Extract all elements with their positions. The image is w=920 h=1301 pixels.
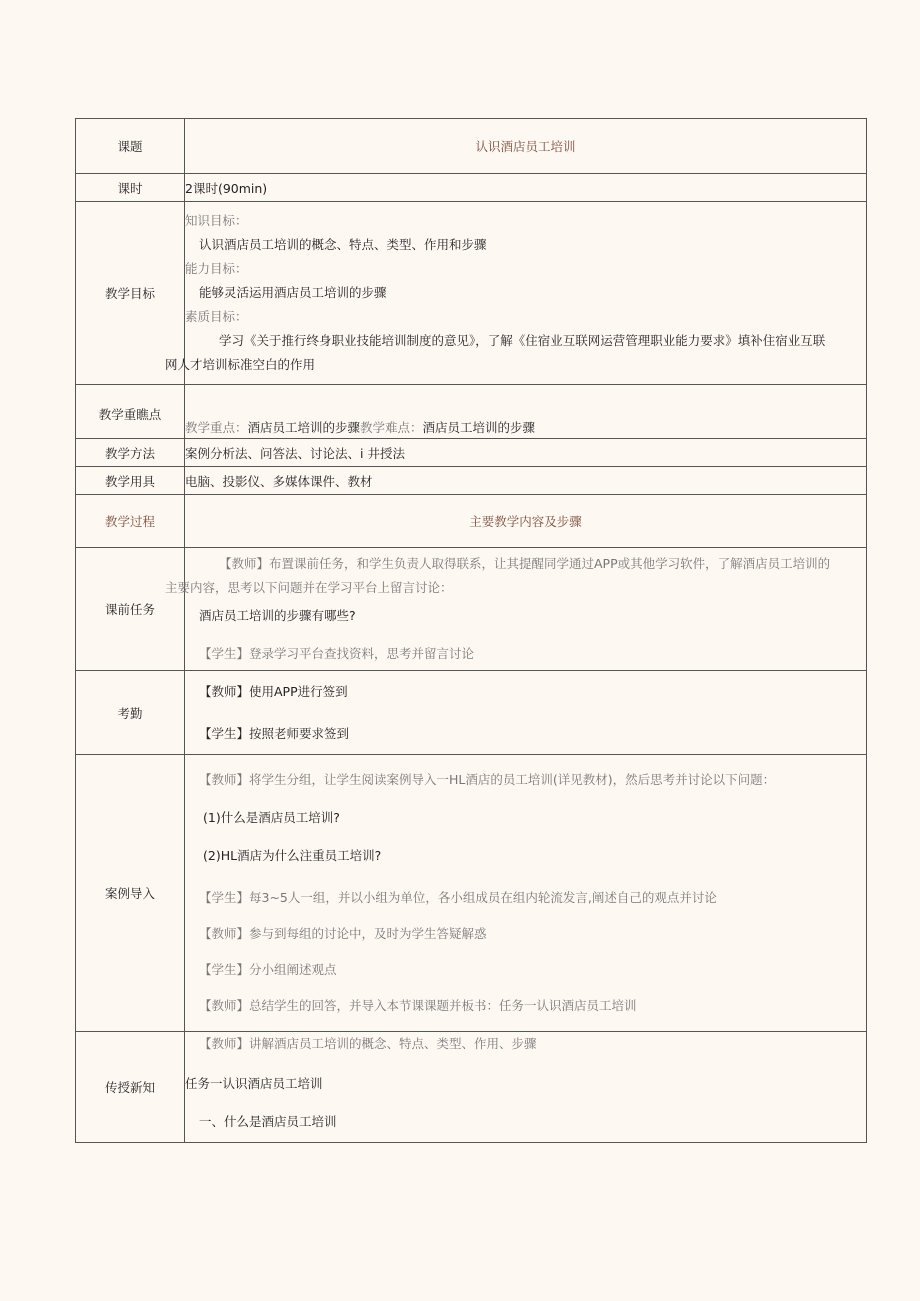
methods-value: 案例分析法、问答法、讨论法、i 井授法 (185, 439, 867, 467)
pre-class-label: 课前任务 (76, 548, 185, 671)
new-knowledge-task: 任务一认识酒店员工培训 (185, 1076, 323, 1091)
tools-value: 电脑、投影仪、多媒体课件、教材 (185, 467, 867, 495)
hours-row (76, 174, 867, 202)
difficulty-heading: 教学难点： (360, 420, 423, 435)
topic-label: 课题 (76, 119, 185, 174)
pre-class-content (165, 548, 867, 671)
objectives-row (76, 202, 867, 385)
quality-text-2: 网人才培训标准空白的作用 (165, 357, 316, 372)
process-label: 教学过程 (76, 495, 185, 548)
hours-label: 课时 (76, 174, 185, 202)
pre-class-question: 酒店员工培训的步骤有哪些? (199, 608, 356, 623)
attendance-teacher: 【教师】使用APP进行签到 (199, 683, 348, 699)
hours-value: 2课时(90min) (185, 174, 867, 202)
key-points-content (185, 385, 867, 439)
difficulty-text: 酒店员工培训的步骤 (422, 420, 536, 435)
new-knowledge-teacher: 【教师】讲解酒店员工培训的概念、特点、类型、作用、步骤 (199, 1036, 537, 1051)
quality-text-1: 学习《关于推行终身职业技能培训制度的意见》，了解《住宿业互联网运营管理职业能力要求》填补住宿业互联 (219, 333, 826, 348)
attendance-student: 【学生】按照老师要求签到 (199, 725, 350, 741)
case-student-2: 【学生】分小组阐述观点 (199, 962, 337, 977)
case-teacher-3: 【教师】总结学生的回答，并导入本节课课题并板书：任务一认识酒店员工培训 (199, 998, 637, 1013)
process-title: 主要教学内容及步骤 (185, 495, 867, 548)
objectives-content (165, 202, 867, 385)
quality-heading: 素质目标： (185, 309, 248, 324)
attendance-content (185, 671, 867, 755)
case-intro-row (76, 755, 867, 1032)
case-intro-content (185, 755, 867, 1032)
ability-heading: 能力目标： (185, 261, 248, 276)
methods-label: 教学方法 (76, 439, 185, 467)
key-points-row (76, 385, 867, 439)
pre-class-teacher-1: 【教师】布置课前任务，和学生负责人取得联系，让其提醒同学通过APP或其他学习软件，了解酒店员工培训的 (219, 556, 831, 571)
case-intro-label: 案例导入 (76, 755, 185, 1032)
key-text: 酒店员工培训的步骤 (247, 420, 361, 435)
topic-row (76, 119, 867, 174)
key-heading: 教学重点： (185, 420, 248, 435)
case-question-1: (1)什么是酒店员工培训? (203, 810, 340, 825)
tools-row (76, 467, 867, 495)
process-row (76, 495, 867, 548)
case-teacher-2: 【教师】参与到每组的讨论中，及时为学生答疑解惑 (199, 926, 487, 941)
knowledge-text: 认识酒店员工培训的概念、特点、类型、作用和步骤 (199, 237, 487, 252)
pre-class-student: 【学生】登录学习平台查找资料，思考并留言讨论 (199, 646, 475, 661)
knowledge-heading: 知识目标： (185, 213, 248, 228)
new-knowledge-row (76, 1032, 867, 1143)
pre-class-teacher-2: 主要内容，思考以下问题并在学习平台上留言讨论： (165, 580, 453, 595)
lesson-plan-table (75, 118, 867, 1143)
pre-class-row (76, 548, 867, 671)
lesson-title: 认识酒店员工培训 (185, 119, 867, 174)
new-knowledge-section: 一、什么是酒店员工培训 (199, 1114, 337, 1129)
case-question-2: (2)HL酒店为什么注重员工培训? (203, 848, 382, 863)
new-knowledge-label: 传授新知 (76, 1032, 185, 1143)
key-points-label: 教学重瞧点 (76, 385, 185, 439)
objectives-label: 教学目标 (76, 202, 185, 385)
new-knowledge-content (185, 1032, 867, 1143)
case-student-1: 【学生】每3~5人一组，并以小组为单位，各小组成员在组内轮流发言,阐述自己的观点并讨论 (199, 890, 717, 905)
methods-row (76, 439, 867, 467)
ability-text: 能够灵活运用酒店员工培训的步骤 (199, 285, 387, 300)
attendance-label: 考勤 (76, 671, 185, 755)
case-teacher-1: 【教师】将学生分组，让学生阅读案例导入一HL酒店的员工培训(详见教材)，然后思考并讨论以下问题： (199, 772, 776, 787)
attendance-row (76, 671, 867, 755)
tools-label: 教学用具 (76, 467, 185, 495)
